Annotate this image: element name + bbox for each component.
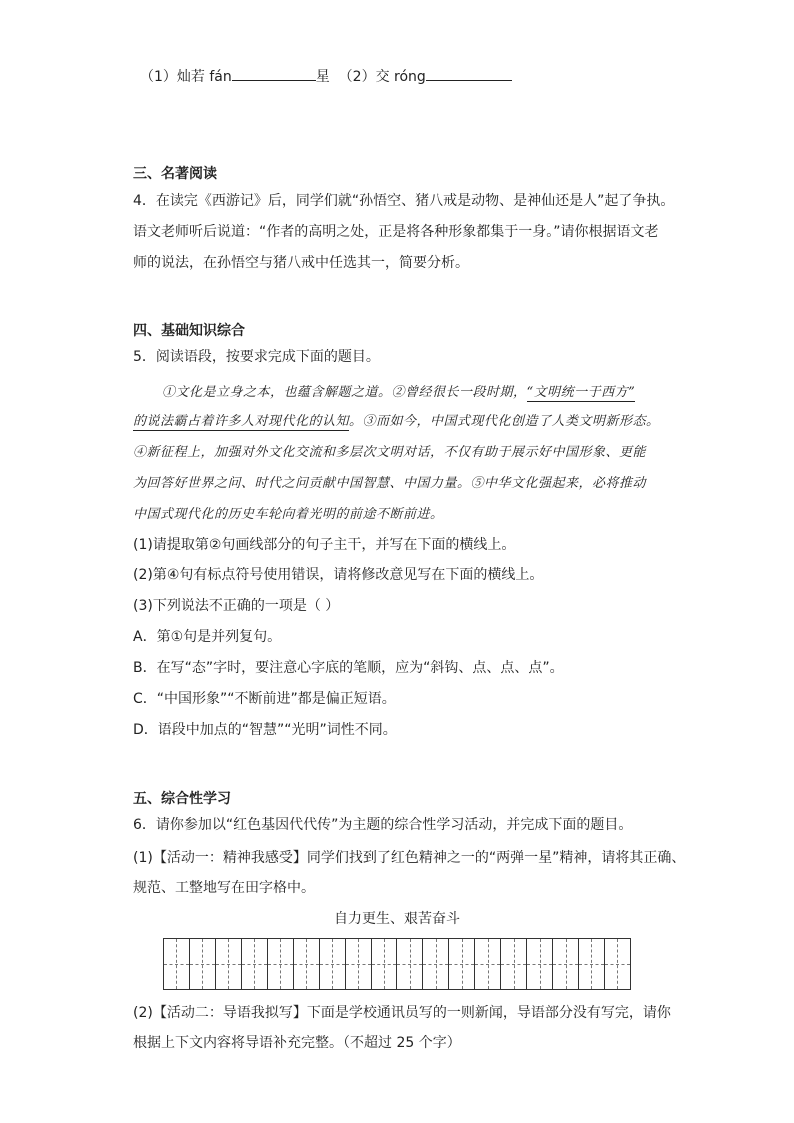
passage-line5: 中国式现代化的历史车轮向着光明的前途不断前进。 xyxy=(133,507,444,522)
grid-cell[interactable] xyxy=(449,939,475,989)
grid-cell[interactable] xyxy=(372,939,398,989)
q5-sub2: (2)第④句有标点符号使用错误，请将修改意见写在下面的横线上。 xyxy=(133,567,544,583)
grid-caption: 自力更生、艰苦奋斗 xyxy=(334,911,460,927)
q3-item2-prefix: （2）交 róng xyxy=(338,69,426,85)
q5-sub3: (3)下列说法不正确的一项是（ ） xyxy=(133,598,340,614)
passage-underlined-clause: 的说法霸占着许多人对现代化的认知 xyxy=(133,414,350,429)
q5-intro: 5．阅读语段，按要求完成下面的题目。 xyxy=(133,349,380,365)
grid-cell[interactable] xyxy=(527,939,553,989)
section4-heading: 四、基础知识综合 xyxy=(133,323,245,339)
grid-cell[interactable] xyxy=(294,939,320,989)
grid-cell[interactable] xyxy=(553,939,579,989)
passage-line1-text: ①文化是立身之本，也蕴含解题之道。②曾经很长一段时期， xyxy=(162,385,527,400)
q5-option-d[interactable]: D．语段中加点的“智慧”“光明”词性不同。 xyxy=(133,722,397,738)
grid-cell[interactable] xyxy=(397,939,423,989)
passage-line3: ④新征程上，加强对外文化交流和多层次文明对话，不仅有助于展示好中国形象、更能 xyxy=(133,445,647,460)
grid-cell[interactable] xyxy=(190,939,216,989)
grid-cell[interactable] xyxy=(579,939,605,989)
q3-item2-blank[interactable] xyxy=(426,66,512,81)
q5-option-c[interactable]: C．“中国形象”“不断前进”都是偏正短语。 xyxy=(133,691,396,707)
q5-option-b[interactable]: B．在写“态”字时，要注意心字底的笔顺，应为“斜钩、点、点、点”。 xyxy=(133,660,564,676)
grid-cell[interactable] xyxy=(346,939,372,989)
passage-line2 xyxy=(133,410,660,429)
section3-heading: 三、名著阅读 xyxy=(133,166,217,182)
grid-cell[interactable] xyxy=(164,939,190,989)
activity2-line1: (2)【活动二：导语我拟写】下面是学校通讯员写的一则新闻，导语部分没有写完，请你 xyxy=(133,1005,671,1021)
grid-cell[interactable] xyxy=(268,939,294,989)
activity1-line1: (1)【活动一：精神我感受】同学们找到了红色精神之一的“两弹一星”精神，请将其正确、 xyxy=(133,850,686,866)
q3-items-line xyxy=(140,66,512,87)
passage-line1 xyxy=(162,381,635,400)
q5-option-a[interactable]: A．第①句是并列复句。 xyxy=(133,629,282,645)
q6-intro: 6．请你参加以“红色基因代代传”为主题的综合性学习活动，并完成下面的题目。 xyxy=(133,817,633,833)
activity2-line2: 根据上下文内容将导语补充完整。（不超过 25 个字） xyxy=(133,1035,461,1051)
passage-line4: 为回答好世界之问、时代之问贡献中国智慧、中国力量。⑤中华文化强起来，必将推动 xyxy=(133,476,647,491)
grid-cell[interactable] xyxy=(605,939,630,989)
tianzige-grid[interactable] xyxy=(163,938,631,990)
q4-line3: 师的说法，在孙悟空与猪八戒中任选其一，简要分析。 xyxy=(133,255,469,271)
section5-heading: 五、综合性学习 xyxy=(133,791,231,807)
passage-line2-rest: 。③而如今，中国式现代化创造了人类文明新形态。 xyxy=(349,414,660,429)
q3-item1-suffix: 星 xyxy=(315,69,330,85)
q3-item1-prefix: （1）灿若 fán xyxy=(140,69,232,85)
grid-cell[interactable] xyxy=(475,939,501,989)
activity1-line2: 规范、工整地写在田字格中。 xyxy=(133,880,315,896)
q5-sub1: (1)请提取第②句画线部分的句子主干，并写在下面的横线上。 xyxy=(133,537,516,553)
q4-line1: 4．在读完《西游记》后，同学们就“孙悟空、猪八戒是动物、是神仙还是人”起了争执。 xyxy=(133,193,675,209)
q4-line2: 语文老师听后说道：“作者的高明之处，正是将各种形象都集于一身。”请你根据语文老 xyxy=(133,224,659,240)
grid-cell[interactable] xyxy=(423,939,449,989)
grid-cell[interactable] xyxy=(242,939,268,989)
grid-cell[interactable] xyxy=(216,939,242,989)
grid-cell[interactable] xyxy=(320,939,346,989)
passage-underlined-phrase: “文明统一于西方” xyxy=(526,385,636,400)
q3-item1-blank[interactable] xyxy=(232,66,316,81)
grid-cell[interactable] xyxy=(501,939,527,989)
